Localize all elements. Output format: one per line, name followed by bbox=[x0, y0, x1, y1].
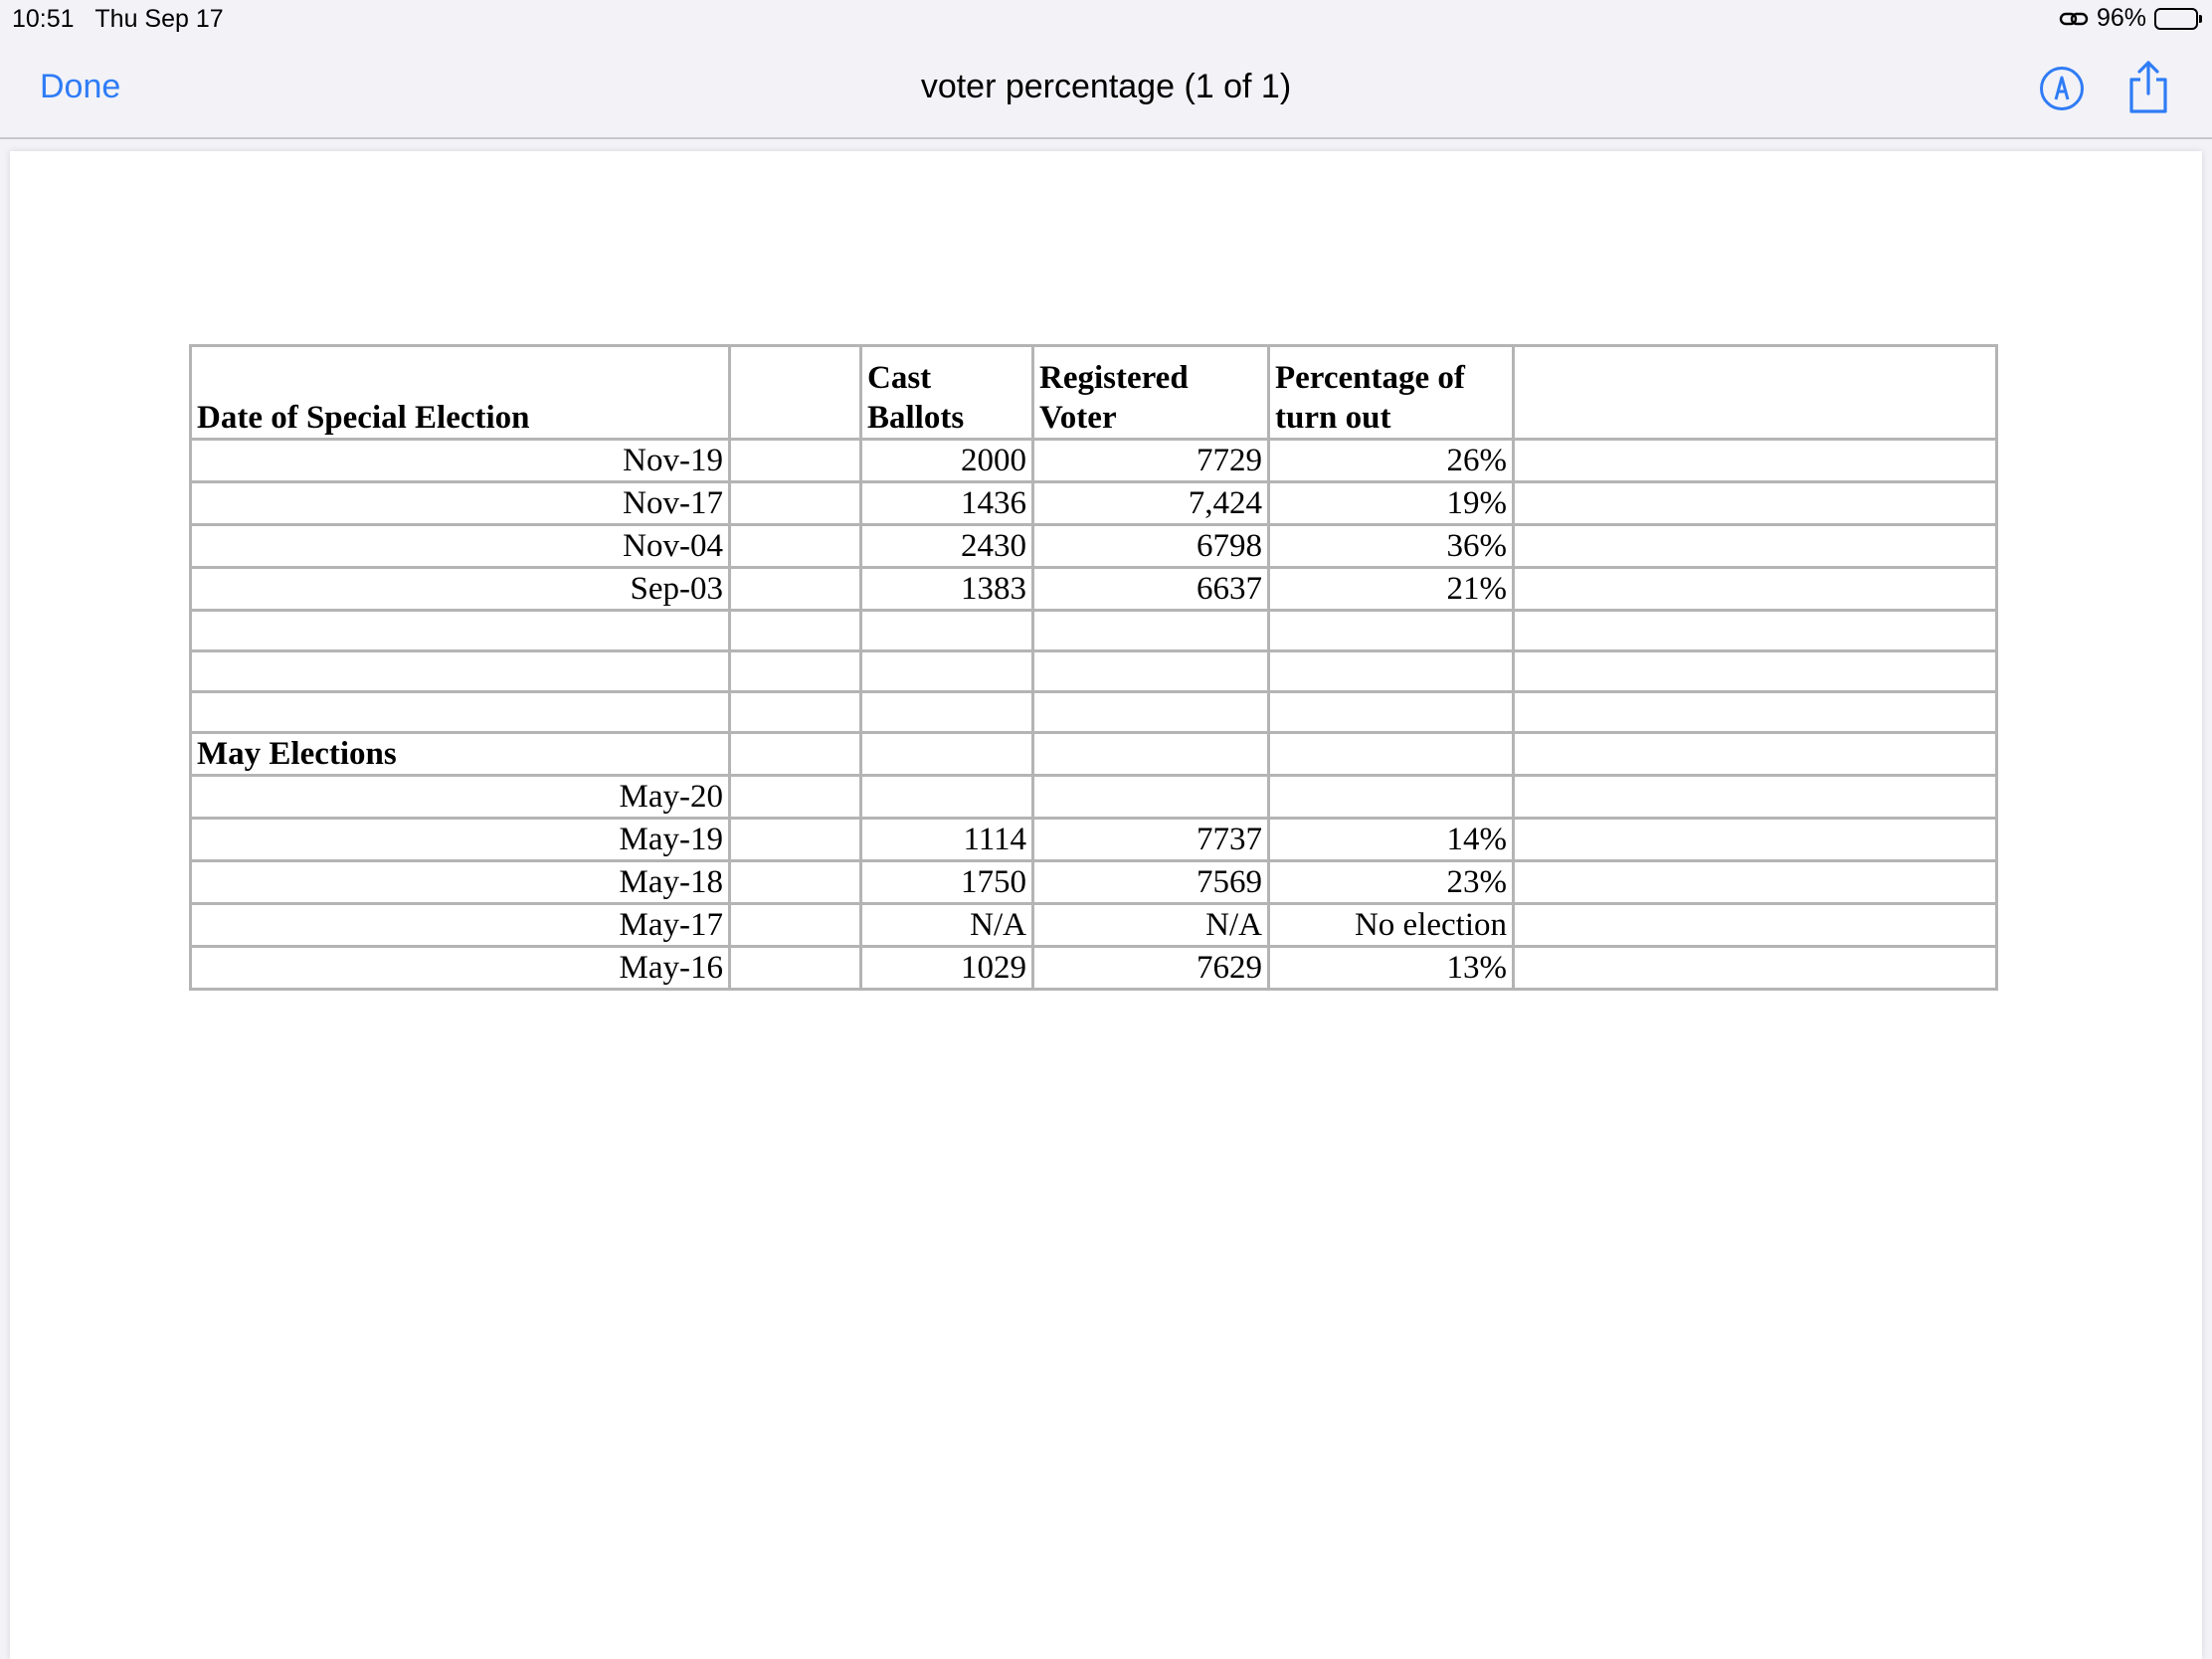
empty-cell bbox=[1514, 692, 1997, 733]
date-cell: May-20 bbox=[191, 776, 730, 819]
empty-cell bbox=[1514, 525, 1997, 568]
empty-cell bbox=[1269, 651, 1514, 692]
empty-cell bbox=[730, 440, 861, 482]
empty-cell bbox=[1269, 692, 1514, 733]
empty-cell bbox=[730, 651, 861, 692]
empty-cell bbox=[1033, 692, 1269, 733]
empty-cell bbox=[1514, 568, 1997, 611]
column-header: Date of Special Election bbox=[191, 346, 730, 440]
registered-voter-cell: 7629 bbox=[1033, 947, 1269, 990]
empty-cell bbox=[1514, 482, 1997, 525]
table-row bbox=[191, 776, 1997, 819]
column-header bbox=[1514, 346, 1997, 440]
column-header: Registered Voter bbox=[1033, 346, 1269, 440]
date-cell: Nov-19 bbox=[191, 440, 730, 482]
table-row bbox=[191, 947, 1997, 990]
empty-cell bbox=[191, 692, 730, 733]
empty-cell bbox=[730, 947, 861, 990]
table-row-empty bbox=[191, 651, 1997, 692]
registered-voter-cell: 6798 bbox=[1033, 525, 1269, 568]
registered-voter-cell: N/A bbox=[1033, 904, 1269, 947]
turnout-percentage-cell: 23% bbox=[1269, 861, 1514, 904]
nav-bar bbox=[0, 38, 2212, 139]
date-cell: May-18 bbox=[191, 861, 730, 904]
turnout-percentage-cell: 13% bbox=[1269, 947, 1514, 990]
column-header: Percentage of turn out bbox=[1269, 346, 1514, 440]
registered-voter-cell: 7569 bbox=[1033, 861, 1269, 904]
status-bar bbox=[0, 0, 2212, 38]
empty-cell bbox=[730, 568, 861, 611]
battery-icon bbox=[2154, 8, 2202, 30]
empty-cell bbox=[730, 861, 861, 904]
registered-voter-cell: 6637 bbox=[1033, 568, 1269, 611]
cast-ballots-cell bbox=[861, 776, 1033, 819]
turnout-percentage-cell: No election bbox=[1269, 904, 1514, 947]
date-cell: May-17 bbox=[191, 904, 730, 947]
table-header-row bbox=[191, 346, 1997, 440]
share-icon[interactable] bbox=[2127, 60, 2169, 113]
cast-ballots-cell: 1383 bbox=[861, 568, 1033, 611]
registered-voter-cell: 7,424 bbox=[1033, 482, 1269, 525]
empty-cell bbox=[1269, 611, 1514, 651]
date-cell: Nov-04 bbox=[191, 525, 730, 568]
empty-cell bbox=[1514, 947, 1997, 990]
empty-cell bbox=[861, 611, 1033, 651]
date-cell: May-16 bbox=[191, 947, 730, 990]
empty-cell bbox=[1514, 651, 1997, 692]
empty-cell bbox=[861, 692, 1033, 733]
cast-ballots-cell: 1029 bbox=[861, 947, 1033, 990]
markup-pen-icon[interactable] bbox=[2039, 66, 2085, 111]
turnout-percentage-cell: 26% bbox=[1269, 440, 1514, 482]
empty-cell bbox=[1033, 651, 1269, 692]
empty-cell bbox=[861, 733, 1033, 776]
column-header bbox=[730, 346, 861, 440]
empty-cell bbox=[191, 651, 730, 692]
turnout-percentage-cell: 14% bbox=[1269, 819, 1514, 861]
turnout-percentage-cell: 19% bbox=[1269, 482, 1514, 525]
turnout-percentage-cell bbox=[1269, 776, 1514, 819]
table-row bbox=[191, 861, 1997, 904]
status-date: Thu Sep 17 bbox=[94, 5, 224, 33]
empty-cell bbox=[191, 611, 730, 651]
empty-cell bbox=[730, 611, 861, 651]
empty-cell bbox=[730, 525, 861, 568]
date-cell: Nov-17 bbox=[191, 482, 730, 525]
status-time-date bbox=[12, 5, 224, 34]
date-cell: May-19 bbox=[191, 819, 730, 861]
empty-cell bbox=[730, 482, 861, 525]
empty-cell bbox=[1514, 733, 1997, 776]
empty-cell bbox=[1033, 611, 1269, 651]
turnout-percentage-cell: 36% bbox=[1269, 525, 1514, 568]
empty-cell bbox=[861, 651, 1033, 692]
date-cell: Sep-03 bbox=[191, 568, 730, 611]
table-row bbox=[191, 482, 1997, 525]
table-row bbox=[191, 904, 1997, 947]
empty-cell bbox=[1514, 440, 1997, 482]
empty-cell bbox=[730, 733, 861, 776]
cast-ballots-cell: 1750 bbox=[861, 861, 1033, 904]
link-icon bbox=[2059, 8, 2089, 30]
cast-ballots-cell: N/A bbox=[861, 904, 1033, 947]
document-title: voter percentage (1 of 1) bbox=[920, 68, 1292, 105]
battery-percent: 96% bbox=[2096, 4, 2146, 32]
empty-cell bbox=[1514, 904, 1997, 947]
empty-cell bbox=[730, 904, 861, 947]
section-row bbox=[191, 733, 1997, 776]
empty-cell bbox=[1514, 611, 1997, 651]
empty-cell bbox=[730, 776, 861, 819]
registered-voter-cell: 7737 bbox=[1033, 819, 1269, 861]
table-row-empty bbox=[191, 611, 1997, 651]
empty-cell bbox=[730, 692, 861, 733]
cast-ballots-cell: 2430 bbox=[861, 525, 1033, 568]
cast-ballots-cell: 1114 bbox=[861, 819, 1033, 861]
empty-cell bbox=[1033, 733, 1269, 776]
spreadsheet-table bbox=[189, 344, 1998, 991]
done-button[interactable]: Done bbox=[40, 68, 121, 105]
table-row bbox=[191, 819, 1997, 861]
document-page bbox=[10, 151, 2202, 1659]
cast-ballots-cell: 2000 bbox=[861, 440, 1033, 482]
table-row bbox=[191, 440, 1997, 482]
empty-cell bbox=[1269, 733, 1514, 776]
table-row-empty bbox=[191, 692, 1997, 733]
turnout-percentage-cell: 21% bbox=[1269, 568, 1514, 611]
empty-cell bbox=[1514, 776, 1997, 819]
section-label: May Elections bbox=[191, 733, 730, 776]
registered-voter-cell bbox=[1033, 776, 1269, 819]
table-row bbox=[191, 525, 1997, 568]
status-indicators bbox=[2059, 4, 2202, 33]
cast-ballots-cell: 1436 bbox=[861, 482, 1033, 525]
status-time: 10:51 bbox=[12, 5, 75, 33]
empty-cell bbox=[1514, 861, 1997, 904]
empty-cell bbox=[1514, 819, 1997, 861]
column-header: Cast Ballots bbox=[861, 346, 1033, 440]
table-row bbox=[191, 568, 1997, 611]
registered-voter-cell: 7729 bbox=[1033, 440, 1269, 482]
empty-cell bbox=[730, 819, 861, 861]
